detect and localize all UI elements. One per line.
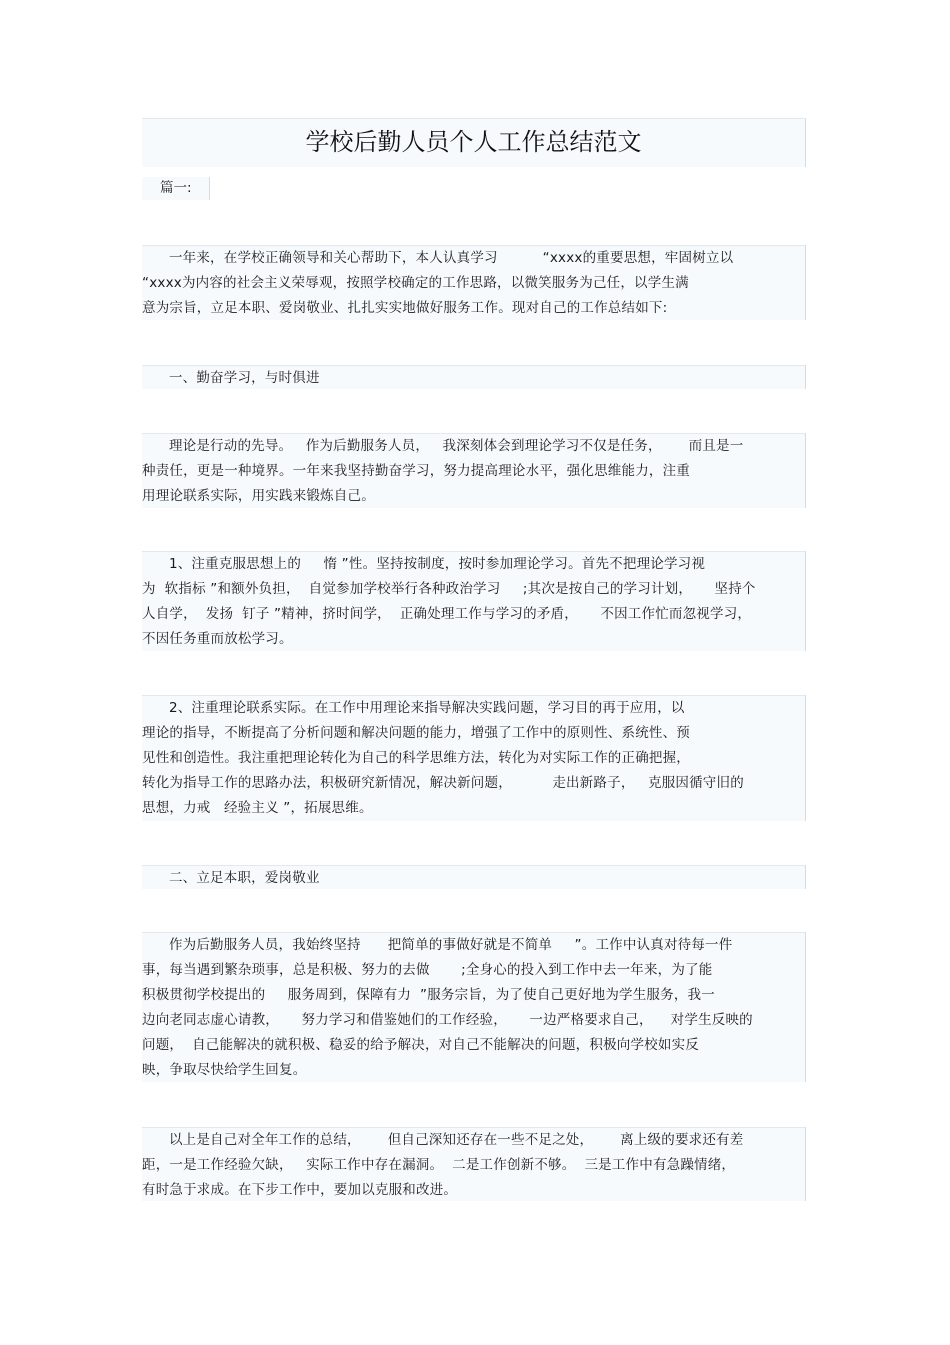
text-line: 一年来，在学校正确领导和关心帮助下，本人认真学习 “xxxx的重要思想，牢固树立以 <box>142 250 734 266</box>
heading-text: 一、勤奋学习，与时俱进 <box>142 370 320 386</box>
part-label: 篇一: <box>142 177 210 200</box>
text-line: 有时急于求成。在下步工作中，要加以克服和改进。 <box>142 1182 458 1198</box>
text-line: 意为宗旨，立足本职、爱岗敬业、扎扎实实地做好服务工作。现对自己的工作总结如下: <box>142 300 668 316</box>
paragraph-duty <box>142 932 806 1082</box>
paragraph-point-1 <box>142 551 806 651</box>
text-line: 不因任务重而放松学习。 <box>142 631 293 647</box>
paragraph-conclusion <box>142 1127 806 1201</box>
paragraph-intro <box>142 245 806 320</box>
text-line: 距，一是工作经验欠缺， 实际工作中存在漏洞。 二是工作创新不够。 三是工作中有急躁情绪， <box>142 1157 736 1173</box>
section-heading-1 <box>142 365 806 389</box>
text-line: 映，争取尽快给学生回复。 <box>142 1062 307 1078</box>
paragraph-point-2 <box>142 695 806 821</box>
text-line: 为 软指标 ”和额外负担， 自觉参加学校举行各种政治学习 ;其次是按自己的学习计划， 坚持个 <box>142 581 756 597</box>
text-line: 见性和创造性。我注重把理论转化为自己的科学思维方法，转化为对实际工作的正确把握， <box>142 750 690 766</box>
text-line: 问题， 自己能解决的就积极、稳妥的给予解决，对自己不能解决的问题，积极向学校如实反 <box>142 1037 699 1053</box>
text-line: 人自学， 发扬 钉子 ”精神，挤时间学， 正确处理工作与学习的矛盾， 不因工作忙而忽视学习， <box>142 606 752 622</box>
text-line: 1、注重克服思想上的 惰 ”性。坚持按制度，按时参加理论学习。首先不把理论学习视 <box>142 556 706 572</box>
text-line: “xxxx为内容的社会主义荣辱观，按照学校确定的工作思路，以微笑服务为己任，以学生满 <box>142 275 689 291</box>
text-line: 理论是行动的先导。 作为后勤服务人员， 我深刻体会到理论学习不仅是任务， 而且是一 <box>142 438 744 454</box>
paragraph-theory <box>142 433 806 508</box>
text-line: 种责任，更是一种境界。一年来我坚持勤奋学习，努力提高理论水平，强化思维能力，注重 <box>142 463 690 479</box>
heading-text: 二、立足本职，爱岗敬业 <box>142 870 320 886</box>
section-heading-2 <box>142 865 806 889</box>
document-title: 学校后勤人员个人工作总结范文 <box>142 118 806 167</box>
text-line: 积极贯彻学校提出的 服务周到，保障有力 ”服务宗旨，为了使自己更好地为学生服务，我一 <box>142 987 715 1003</box>
text-line: 理论的指导，不断提高了分析问题和解决问题的能力，增强了工作中的原则性、系统性、预 <box>142 725 690 741</box>
text-line: 用理论联系实际，用实践来锻炼自己。 <box>142 488 375 504</box>
text-line: 思想，力戒 经验主义 ”，拓展思维。 <box>142 800 373 816</box>
text-line: 事，每当遇到繁杂琐事，总是积极、努力的去做 ;全身心的投入到工作中去一年来，为了能 <box>142 962 713 978</box>
text-line: 转化为指导工作的思路办法，积极研究新情况，解决新问题， 走出新路子， 克服因循守旧的 <box>142 775 744 791</box>
text-line: 作为后勤服务人员，我始终坚持 把简单的事做好就是不简单 ”。工作中认真对待每一件 <box>142 937 733 953</box>
text-line: 以上是自己对全年工作的总结， 但自己深知还存在一些不足之处， 离上级的要求还有差 <box>142 1132 744 1148</box>
text-line: 边向老同志虚心请教， 努力学习和借鉴她们的工作经验， 一边严格要求自己， 对学生反映的 <box>142 1012 753 1028</box>
text-line: 2、注重理论联系实际。在工作中用理论来指导解决实践问题，学习目的再于应用，以 <box>142 700 685 716</box>
